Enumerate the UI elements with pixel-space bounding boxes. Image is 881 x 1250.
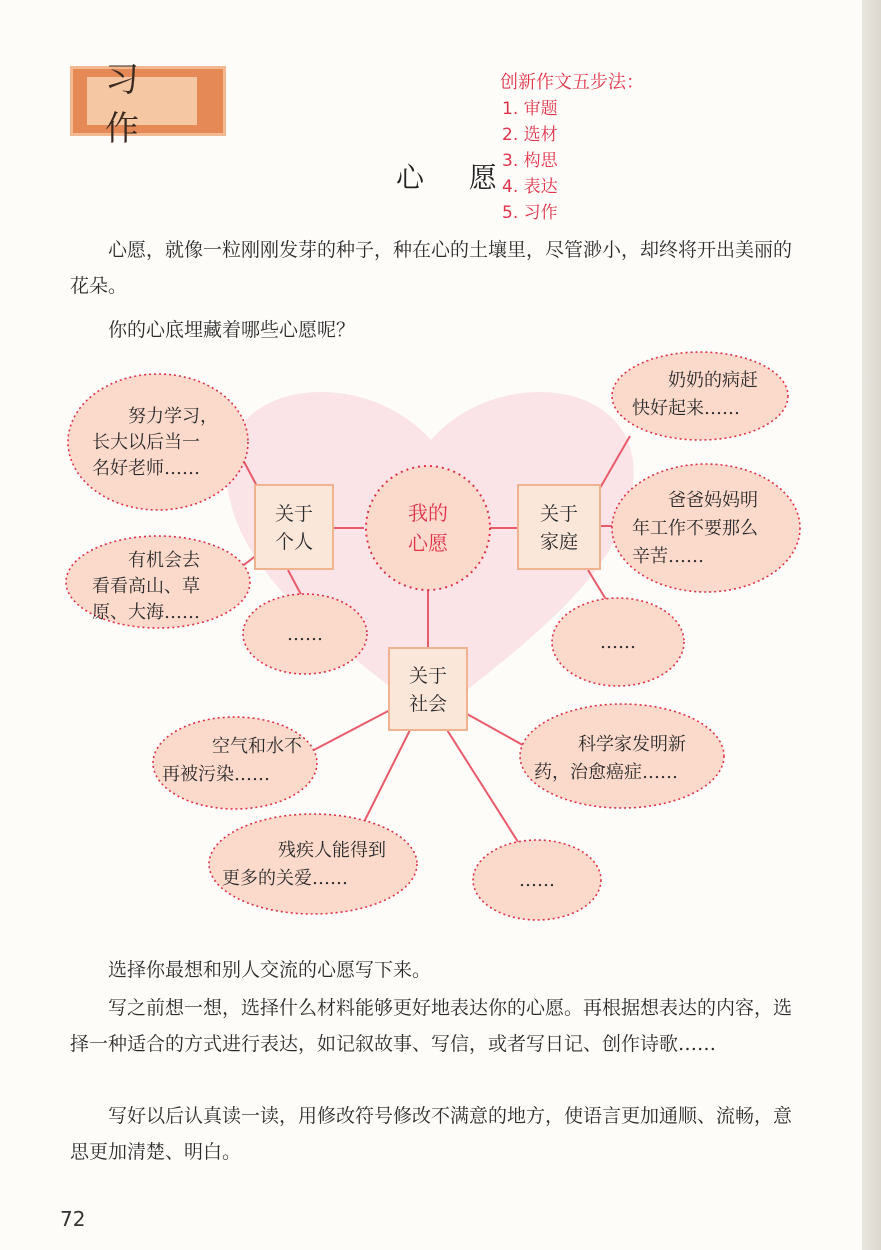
intro-paragraph: 心愿，就像一粒刚刚发芽的种子，种在心的土壤里，尽管渺小，却终将开出美丽的花朵。: [70, 239, 793, 297]
section-tag-label: 习作: [105, 60, 157, 149]
wish-text: 科学家发明新: [578, 734, 686, 755]
wish-text: 空气和水不: [212, 736, 302, 757]
instruction-paragraph: 写之前想一想，选择什么材料能够更好地表达你的心愿。再根据想表达的内容，选择一种适合的方式进行表达，如记叙故事、写信，或者写日记、创作诗歌……: [70, 997, 793, 1055]
wish-text: 更多的关爱……: [222, 868, 348, 889]
category-label: 关于: [274, 503, 314, 525]
page-number: 72: [60, 1207, 86, 1231]
category-label: 家庭: [539, 531, 579, 553]
intro-question: 你的心底埋藏着哪些心愿呢？: [108, 319, 356, 341]
wish-text: 辛苦……: [632, 546, 704, 567]
wish-text: 原、大海……: [92, 602, 200, 623]
step-item: 1. 审题: [502, 99, 558, 119]
step-item: 4. 表达: [502, 177, 558, 197]
section-tag: [70, 60, 226, 149]
instruction-paragraph: 选择你最想和别人交流的心愿写下来。: [108, 959, 432, 981]
wish-text: ……: [600, 632, 636, 653]
wish-text: 看看高山、草: [92, 576, 200, 597]
category-label: 个人: [274, 531, 314, 553]
wish-text: 奶奶的病赶: [668, 370, 758, 391]
page-edge: [862, 0, 881, 1250]
step-item: 5. 习作: [502, 203, 558, 223]
center-label: 心愿: [408, 531, 448, 555]
wish-text: 药，治愈癌症……: [534, 762, 678, 783]
center-label: 我的: [408, 501, 448, 525]
instruction-paragraph: 写好以后认真读一读，用修改符号修改不满意的地方，使语言更加通顺、流畅，意思更加清楚、明白。: [70, 1105, 793, 1163]
step-item: 2. 选材: [502, 125, 558, 145]
wish-text: 有机会去: [128, 550, 200, 571]
steps-box: [500, 70, 700, 226]
category-box-personal: [255, 485, 333, 569]
wish-text: 努力学习，: [128, 406, 218, 427]
category-box-society: [389, 648, 467, 730]
category-label: 社会: [408, 693, 448, 715]
wish-text: 名好老师……: [92, 458, 200, 479]
category-label: 关于: [408, 665, 448, 687]
wish-mindmap: [0, 340, 862, 930]
step-item: 3. 构思: [502, 151, 558, 171]
category-label: 关于: [539, 503, 579, 525]
category-box-family: [518, 485, 600, 569]
wish-text: 残疾人能得到: [278, 840, 386, 861]
steps-title: 创新作文五步法：: [500, 72, 644, 93]
center-circle: [366, 466, 490, 590]
wish-text: 快好起来……: [632, 398, 740, 419]
page-title: 心 愿: [396, 161, 515, 194]
wish-text: 年工作不要那么: [632, 518, 758, 539]
wish-text: 再被污染……: [162, 764, 270, 785]
wish-text: ……: [287, 624, 323, 645]
wish-text: 爸爸妈妈明: [668, 490, 758, 511]
wish-text: 长大以后当一: [92, 432, 200, 453]
wish-text: ……: [519, 870, 555, 891]
